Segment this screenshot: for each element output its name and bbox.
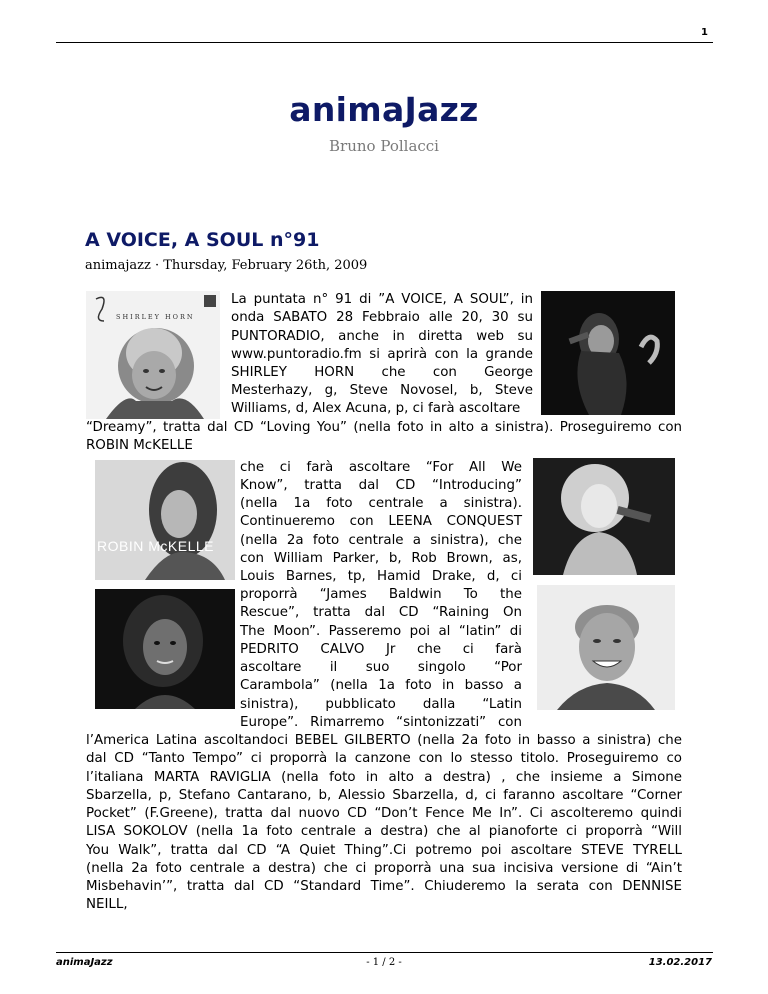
- body-line: Carambola” (nella 1a foto in basso a: [240, 678, 522, 693]
- body-line: (nella 2a foto centrale a destra) che ci proporrà una sua incisiva versione di “Ain’t: [86, 861, 682, 876]
- body-line: onda SABATO 28 Febbraio alle 20, 30 su: [231, 310, 533, 325]
- body-line: Louis Barnes, tp, Hamid Drake, d, ci: [240, 569, 522, 584]
- body-line: NEILL,: [86, 897, 128, 912]
- post-meta: animajazz · Thursday, February 26th, 2009: [85, 258, 368, 273]
- body-line: You Walk”, tratta dal CD “A Quiet Thing”.Ci potremo poi ascoltare STEVE TYRELL: [86, 843, 682, 858]
- marta-raviglia-photo: [541, 291, 675, 415]
- footer-page-indicator: - 1 / 2 -: [366, 957, 402, 968]
- steve-tyrell-photo: [537, 585, 675, 710]
- body-line: Mesterhazy, g, Steve Novosel, b, Steve: [231, 383, 533, 398]
- body-line: l’America Latina ascoltandoci BEBEL GILBERTO (nella 2a foto in basso a sinistra) che: [86, 733, 682, 748]
- leena-conquest-photo: [95, 589, 235, 709]
- body-line: con William Parker, b, Rob Brown, as,: [240, 551, 522, 566]
- shirley-horn-caption: SHIRLEY HORN: [116, 313, 195, 321]
- body-line: dal CD “Tanto Tempo” ci proporrà la canzone con lo stesso titolo. Proseguiremo co: [86, 751, 682, 766]
- lisa-sokolov-photo: [533, 458, 675, 575]
- body-line: Sbarzella, p, Stefano Cantarano, b, Alessio Sbarzella, d, ci faranno ascoltare “Corner: [86, 788, 682, 803]
- body-line: “Dreamy”, tratta dal CD “Loving You” (nella foto in alto a sinistra). Proseguiremo con: [86, 420, 682, 435]
- body-line: sinistra), pubblicato dalla “Latin: [240, 697, 522, 712]
- body-line: www.puntoradio.fm si aprirà con la grande: [231, 347, 533, 362]
- body-line: Continueremo con LEENA CONQUEST: [240, 514, 522, 529]
- site-subtitle: Bruno Pollacci: [329, 137, 439, 155]
- body-line: Rescue”, tratta dal CD “Raining On: [240, 605, 522, 620]
- site-title[interactable]: animaJazz: [289, 90, 479, 129]
- footer-divider: [56, 952, 713, 953]
- post-title[interactable]: A VOICE, A SOUL n°91: [85, 229, 320, 251]
- body-line: ascoltare il suo singolo “Por: [240, 660, 522, 675]
- body-line: SHIRLEY HORN che con George: [231, 365, 533, 380]
- body-line: l’italiana MARTA RAVIGLIA (nella foto in alto a destra) , che insieme a Simone: [86, 770, 682, 785]
- body-line: Europe”. Rimarremo “sintonizzati” con: [240, 715, 522, 730]
- page-number: 1: [701, 27, 708, 38]
- body-line: Williams, d, Alex Acuna, p, ci farà ascoltare: [231, 401, 521, 416]
- body-line: PEDRITO CALVO Jr che ci farà: [240, 642, 522, 657]
- body-line: Misbehavin’”, tratta dal CD “Standard Time”. Chiuderemo la serata con DENNISE: [86, 879, 682, 894]
- body-line: Know”, tratta dal CD “Introducing”: [240, 478, 522, 493]
- body-line: che ci farà ascoltare “For All We: [240, 460, 522, 475]
- header-divider: [56, 42, 713, 43]
- body-line: Pocket” (F.Greene), tratta dal nuovo CD “Don’t Fence Me In”. Ci ascolteremo quindi: [86, 806, 682, 821]
- body-line: The Moon”. Passeremo poi al “latin” di: [240, 624, 522, 639]
- body-line: LISA SOKOLOV (nella 1a foto centrale a destra) che al pianoforte ci proporrà “Will: [86, 824, 682, 839]
- body-line: (nella 1a foto centrale a sinistra).: [240, 496, 522, 511]
- body-line: PUNTORADIO, anche in diretta web su: [231, 329, 533, 344]
- footer-site-name: animaJazz: [56, 957, 113, 968]
- body-line: (nella 2a foto centrale a sinistra), che: [240, 533, 522, 548]
- body-line: ROBIN McKELLE: [86, 438, 193, 453]
- robin-mckelle-photo: [95, 460, 235, 580]
- body-line: proporrà “James Baldwin To the: [240, 587, 522, 602]
- shirley-horn-photo: [86, 291, 220, 419]
- body-line: La puntata n° 91 di ”A VOICE, A SOUL”, in: [231, 292, 533, 307]
- footer-date: 13.02.2017: [648, 957, 712, 968]
- robin-mckelle-caption: ROBIN McKELLE: [97, 538, 214, 554]
